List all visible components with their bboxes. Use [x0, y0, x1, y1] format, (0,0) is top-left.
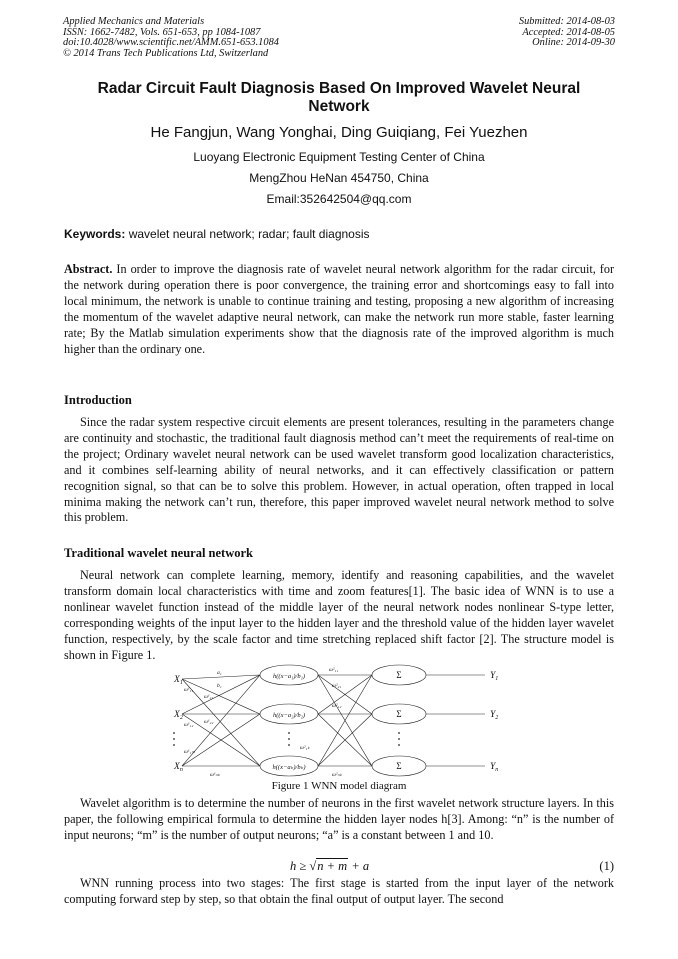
diagram-nodes — [260, 665, 426, 776]
svg-text:ω¹₁ₘ: ω¹₁ₘ — [184, 749, 195, 755]
introduction-paragraph: Since the radar system respective circuit elements are present tolerances, resulting in the parameters change are continuity and stochastic, the traditional fault diagnosis method can’t meet the requirements of real-time on the project; Ordinary wavelet neural network can be used wavelet transform good localization characteristics, and it combines self-learning ability of neural networks, and it can effectively classification or pattern recognition signal, so that can be to solve this problem. However, in actual operation, often trapped in local minima making the network can’t run, therefore, this paper improved wavelet neural network method to solve this problem. — [64, 415, 614, 525]
equation-1: h ≥ √n + m + a — [290, 859, 370, 873]
online-date: Online: 2014-09-30 — [532, 37, 615, 49]
svg-text:ω²₁₂: ω²₁₂ — [332, 703, 342, 709]
svg-text:ω²₂₁: ω²₂₁ — [332, 683, 342, 689]
traditional-wnn-heading: Traditional wavelet neural network — [64, 546, 253, 560]
hidden-node-k: h((x−aₖ)/bₖ) — [272, 764, 306, 771]
abstract-label: Abstract. — [64, 262, 113, 276]
input-node-2: $X_2$ — [174, 710, 183, 721]
output-node-1: $Y_1$ — [490, 671, 499, 682]
sum-node-n: Σ — [396, 761, 402, 771]
issn-line: ISSN: 1662-7482, Vols. 651-653, pp 1084-1087 — [63, 26, 261, 38]
author-email: Email:352642504@qq.com — [266, 192, 412, 206]
wnn-model-diagram — [160, 661, 520, 781]
figure-caption: Figure 1 WNN model diagram — [271, 780, 407, 792]
svg-text:ω¹₁₂: ω¹₁₂ — [184, 722, 194, 728]
svg-text:ω¹₁₁: ω¹₁₁ — [184, 687, 194, 693]
copyright-line: © 2014 Trans Tech Publications Ltd, Switzerland — [63, 47, 269, 59]
diagram-labels — [173, 667, 498, 778]
author-list: He Fangjun, Wang Yonghai, Ding Guiqiang, Fei Yuezhen — [150, 124, 528, 141]
svg-text:a₁: a₁ — [217, 670, 222, 676]
accepted-date: Accepted: 2014-08-05 — [522, 26, 615, 38]
svg-text:ω²₁ₖ: ω²₁ₖ — [300, 745, 310, 751]
sum-node-1: Σ — [396, 670, 402, 680]
introduction-heading: Introduction — [64, 393, 132, 407]
equation-rhs: + a — [348, 859, 370, 873]
output-node-n: $Y_n$ — [490, 762, 499, 773]
keywords — [64, 227, 370, 241]
traditional-wnn-paragraph: Neural network can complete learning, memory, identify and reasoning capabilities, and the wavelet transform domain local characteristics with time and zoom features[1]. The basic idea of WNN is to use a nonlinear wavelet function instead of the middle layer of the neural network nodes nonlinear S-type letter, corresponding weights of the input layer to the hidden layer and the threshold value of the hidden layer wavelet function, respectively, by the scale factor and time stretching replaced shift factor [2]. The structure model is shown in Figure 1. — [64, 568, 614, 662]
hidden-node-2: h((x−a₂)/b₂) — [272, 712, 306, 719]
svg-text:ω¹ₙₖ: ω¹ₙₖ — [210, 772, 221, 778]
keywords-label: Keywords: — [64, 227, 126, 241]
input-node-n: $X_n$ — [174, 762, 183, 773]
journal-name: Applied Mechanics and Materials — [63, 16, 205, 27]
input-weight-labels — [184, 670, 222, 778]
equation-number: (1) — [599, 859, 614, 873]
wnn-process-paragraph: WNN running process into two stages: The first stage is started from the input layer of the network computing forward step by step, so that obtain the final output of output layer. The second — [64, 876, 614, 906]
output-node-2: $Y_2$ — [490, 710, 499, 721]
input-node-1: $X_1$ — [174, 675, 183, 686]
journal-header — [63, 17, 279, 59]
svg-text:ω¹₂₂: ω¹₂₂ — [204, 719, 214, 725]
abstract-text: In order to improve the diagnosis rate of wavelet neural network algorithm for the radar circuit, for the network during operation there is poor convergence, the training error and shortcomings easy to fall into local minimum, the network is unable to continue training and testing, proposing a new algorithm of increasing the momentum of the wavelet adaptive neural network, can make the network run more stable, faster learning rate; By the Matlab simulation experiments show that the diagnosis rate of the improved algorithm is much higher than the ordinary one. — [64, 262, 615, 356]
equation-radicand: n + m — [317, 859, 348, 873]
keywords-text: wavelet neural network; radar; fault diagnosis — [128, 227, 370, 241]
ellipsis-dots — [173, 732, 400, 746]
affiliation-line-2: MengZhou HeNan 454750, China — [249, 171, 429, 185]
doi-line: doi:10.4028/www.scientific.net/AMM.651-653.1084 — [63, 37, 279, 49]
affiliation-line-1: Luoyang Electronic Equipment Testing Center of China — [193, 150, 485, 164]
abstract — [64, 262, 614, 357]
sum-node-2: Σ — [396, 709, 402, 719]
svg-text:ω²₁₁: ω²₁₁ — [329, 667, 339, 673]
hidden-node-1: h((x−a₁)/b₁) — [272, 673, 306, 680]
svg-text:ω¹₂₁: ω¹₂₁ — [204, 694, 214, 700]
dates-header — [519, 17, 615, 49]
svg-text:ω²ₙₖ: ω²ₙₖ — [332, 772, 343, 778]
wavelet-algorithm-paragraph: Wavelet algorithm is to determine the number of neurons in the first wavelet network structure layers. In this paper, the following empirical formula to determine the hidden layer nodes h[3]. Among: “n” is the number of input neurons; “m” is the number of output neurons; “a” is a constant between 1 and 10. — [64, 796, 614, 842]
svg-text:b₁: b₁ — [217, 683, 222, 689]
equation-lhs: h ≥ — [290, 859, 310, 873]
paper-title: Radar Circuit Fault Diagnosis Based On Improved Wavelet Neural Network — [97, 80, 581, 115]
submitted-date: Submitted: 2014-08-03 — [518, 16, 615, 27]
